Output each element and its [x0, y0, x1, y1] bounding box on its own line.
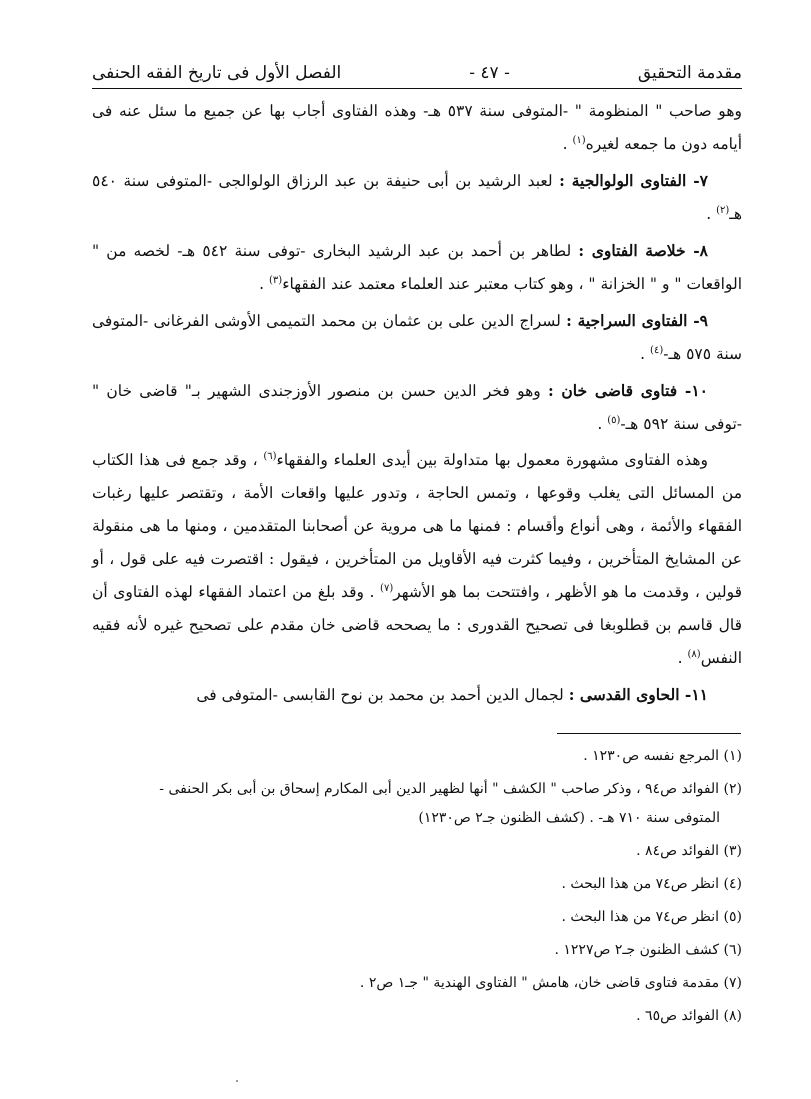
paragraph-tail: . [259, 275, 270, 293]
footnote-number: (٣) [723, 843, 742, 859]
paragraph-text: لطاهر بن أحمد بن عبد الرشيد البخارى -توفى سنة ٥٤٢ هـ- لخصه من " الواقعات " و " الخزانة " ، وهو كتاب معتبر عند العلماء معتمد عند الفقهاء [92, 242, 742, 293]
running-header [92, 60, 742, 86]
paragraph-tail: . [677, 649, 688, 667]
paragraph [92, 374, 742, 441]
paragraph-lead: ٩- الفتاوى السراجية : [566, 311, 708, 330]
footnote-text: انظر ص٧٤ من هذا البحث . [561, 876, 720, 892]
paragraph [92, 678, 742, 712]
footnote-ref: (٤) [650, 344, 664, 356]
footnote-number: (١) [723, 748, 742, 764]
footnote-continuation: المتوفى سنة ٧١٠ هـ- . (كشف الظنون جـ٢ ص١٢٣٠) [418, 810, 720, 826]
footnote-ref: (٨) [687, 648, 701, 660]
paragraph-main [92, 444, 742, 675]
footnote-item [92, 969, 742, 998]
footnote-item [92, 936, 742, 965]
header-divider [92, 88, 742, 89]
paragraph-text: وهو صاحب " المنظومة " -المتوفى سنة ٥٣٧ هـ- وهذه الفتاوى أجاب بها عن جميع ما سئل عنه فى أيامه دون ما جمعه لغيره [92, 102, 742, 153]
paragraph [92, 234, 742, 301]
footnote-item [92, 775, 742, 833]
paragraph-lead: ٨- خلاصة الفتاوى : [578, 241, 708, 260]
paragraph-tail: . [597, 415, 608, 433]
paragraph [92, 304, 742, 371]
footnote-item [92, 1002, 742, 1031]
footnote-number: (٦) [723, 942, 742, 958]
footnotes [92, 742, 742, 1035]
scan-speck [236, 1080, 238, 1082]
footnote-item [92, 903, 742, 932]
footnote-item [92, 870, 742, 899]
paragraph-tail: . [706, 205, 717, 223]
paragraph-lead: ١١- الحاوى القدسى : [568, 685, 708, 704]
footnote-text: انظر ص٧٤ من هذا البحث . [561, 909, 720, 925]
footnote-text: الفوائد ص٩٤ ، وذكر صاحب " الكشف " أنها لظهير الدين أبى المكارم إسحاق بن أبى بكر الحنفى - [159, 781, 720, 797]
paragraph-text: ، وقد جمع فى هذا الكتاب من المسائل التى يغلب وقوعها ، وتمس الحاجة ، وتدور عليها واقعات الأمة ، وتقتصر عليها رغبات الفقهاء والأئمة ، وهى أنواع وأقسام : فمنها ما هى مروية عن أصحابنا المتقدمين ، ومنها ما هى منقولة عن المشايخ المتأخرين ، وفيما كثرت فيه الأقاويل من المتأخرين ، فيقول : اقتصرت فيه على قول ، أو قولين ، وقدمت ما هو الأظهر ، وافتتحت بما هو الأشهر [92, 451, 742, 601]
footnote-ref: (٧) [380, 582, 394, 594]
footnote-ref: (٥) [607, 414, 621, 426]
footnote-number: (٤) [723, 876, 742, 892]
footnote-number: (٨) [723, 1008, 742, 1024]
paragraph [92, 164, 742, 231]
paragraph-text: وهو فخر الدين حسن بن منصور الأوزجندى الشهير بـ" قاضى خان " -توفى سنة ٥٩٢ هـ- [92, 382, 742, 433]
paragraph-text: لعبد الرشيد بن أبى حنيفة بن عبد الرزاق الولوالجى -المتوفى سنة ٥٤٠ هـ [92, 172, 742, 223]
paragraph-tail: . [640, 345, 651, 363]
page-number: - ٤٧ - [469, 63, 510, 83]
paragraph-text: . وقد بلغ من اعتماد الفقهاء لهذه الفتاوى أن قال قاسم بن قطلوبغا فى تصحيح القدورى : ما يصححه قاضى خان مقدم على تصحيح غيره لأنه فقيه النفس [92, 583, 742, 667]
footnote-divider [557, 733, 741, 734]
footnote-number: (٧) [723, 975, 742, 991]
paragraph-text: لسراج الدين على بن عثمان بن محمد التميمى الأوشى الفرغانى -المتوفى سنة ٥٧٥ هـ- [92, 312, 742, 363]
footnote-number: (٥) [723, 909, 742, 925]
paragraph [92, 94, 742, 161]
footnote-text: المرجع نفسه ص١٢٣٠ . [583, 748, 720, 764]
footnote-ref: (٦) [263, 450, 277, 462]
footnote-item [92, 742, 742, 771]
footnote-ref: (٢) [716, 204, 730, 216]
paragraph-text: وهذه الفتاوى مشهورة معمول بها متداولة بين أيدى العلماء والفقهاء [276, 451, 708, 469]
footnote-text: الفوائد ص٨٤ . [636, 843, 720, 859]
footnote-text: كشف الظنون جـ٢ ص١٢٢٧ . [554, 942, 720, 958]
footnote-number: (٢) [723, 781, 742, 797]
paragraph-tail: . [562, 135, 573, 153]
footnote-ref: (١) [572, 134, 586, 146]
header-section-title: الفصل الأول فى تاريخ الفقه الحنفى [92, 63, 342, 83]
footnote-text: مقدمة فتاوى قاضى خان، هامش " الفتاوى الهندية " جـ١ ص٢ . [359, 975, 720, 991]
paragraph-text: لجمال الدين أحمد بن محمد بن نوح القابسى -المتوفى فى [196, 686, 569, 704]
footnote-text: الفوائد ص٦٥ . [636, 1008, 720, 1024]
main-text [92, 94, 742, 712]
footnote-item [92, 837, 742, 866]
paragraph-lead: ١٠- فتاوى قاضى خان : [547, 381, 708, 400]
header-chapter-title: مقدمة التحقيق [637, 63, 742, 83]
footnote-ref: (٣) [269, 274, 283, 286]
paragraph-lead: ٧- الفتاوى الولوالجية : [559, 171, 708, 190]
